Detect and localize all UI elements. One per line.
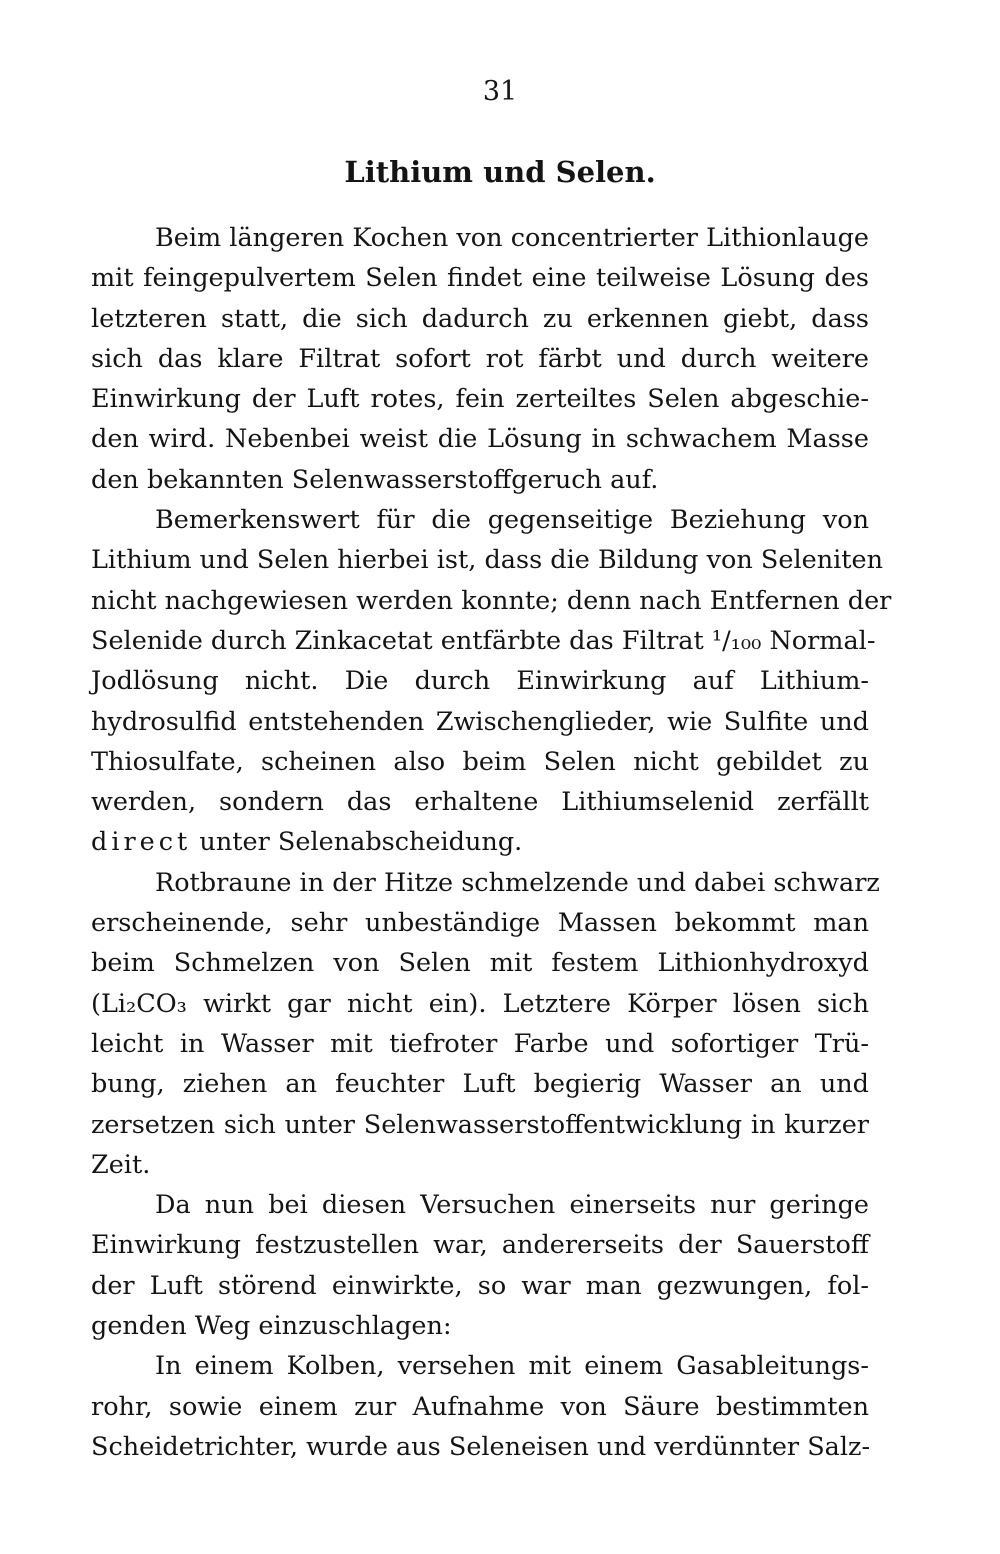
text-line: leicht in Wasser mit tiefroter Farbe und sofortiger Trü- [91,1028,869,1059]
text-line: beim Schmelzen von Selen mit festem Lithionhydroxyd [91,948,869,979]
section-title: Lithium und Selen. [344,155,656,189]
text-line: Da nun bei diesen Versuchen einerseits nur geringe [155,1190,869,1221]
text-line: mit feingepulvertem Selen findet eine teilweise Lösung des [91,263,869,294]
text-line: letzteren statt, die sich dadurch zu erkennen giebt, dass [91,303,869,334]
text-fragment: unter Selenabscheidung. [191,827,523,858]
text-line: den bekannten Selenwasserstoffgeruch auf. [91,464,659,495]
text-line: bung, ziehen an feuchter Luft begierig Wasser an und [91,1069,869,1100]
text-line: Zeit. [91,1149,151,1180]
text-line: der Luft störend einwirkte, so war man gezwungen, fol- [91,1270,869,1301]
text-line: den wird. Nebenbei weist die Lösung in schwachem Masse [91,424,869,455]
paragraph [91,500,892,863]
text-line: zersetzen sich unter Selenwasserstoffentwicklung in kurzer [91,1109,869,1140]
text-line: Lithium und Selen hierbei ist, dass die Bildung von Seleniten [91,545,884,576]
text-line: Rotbraune in der Hitze schmelzende und dabei schwarz [155,867,880,898]
text-line: rohr, sowie einem zur Aufnahme von Säure bestimmten [91,1391,869,1422]
page-number: 31 [482,76,518,107]
text-line: In einem Kolben, versehen mit einem Gasableitungs- [155,1351,869,1382]
emphasized-word: direct [91,827,192,858]
text-line: Jodlösung nicht. Die durch Einwirkung auf Lithium- [91,666,869,697]
paragraph [91,863,880,1185]
text-line: Einwirkung der Luft rotes, fein zerteiltes Selen abgeschie- [91,384,869,415]
text-line: Thiosulfate, scheinen also beim Selen nicht gebildet zu [91,746,869,777]
paragraph [91,1185,869,1346]
text-line: nicht nachgewiesen werden konnte; denn nach Entfernen der [91,585,892,616]
body-text [91,218,892,1467]
text-line: Scheidetrichter, wurde aus Seleneisen und verdünnter Salz- [91,1431,871,1462]
paragraph [91,1346,869,1467]
text-line: genden Weg einzuschlagen: [91,1311,452,1342]
text-line: Selenide durch Zinkacetat entfärbte das Filtrat ¹/₁₀₀ Normal- [91,625,876,656]
text-line: Einwirkung festzustellen war, andererseits der Sauerstoff [91,1230,869,1261]
paragraph [91,218,869,500]
text-line: hydrosulfid entstehenden Zwischenglieder, wie Sulfite und [91,706,869,737]
text-line: sich das klare Filtrat sofort rot färbt und durch weitere [91,343,869,374]
text-line: (Li₂CO₃ wirkt gar nicht ein). Letztere Körper lösen sich [91,988,869,1019]
text-line: Beim längeren Kochen von concentrierter Lithionlauge [155,223,869,253]
text-line: werden, sondern das erhaltene Lithiumselenid zerfällt [91,787,869,818]
text-line [91,822,869,862]
text-line: Bemerkenswert für die gegenseitige Beziehung von [155,505,869,536]
text-line: erscheinende, sehr unbeständige Massen bekommt man [91,908,869,939]
